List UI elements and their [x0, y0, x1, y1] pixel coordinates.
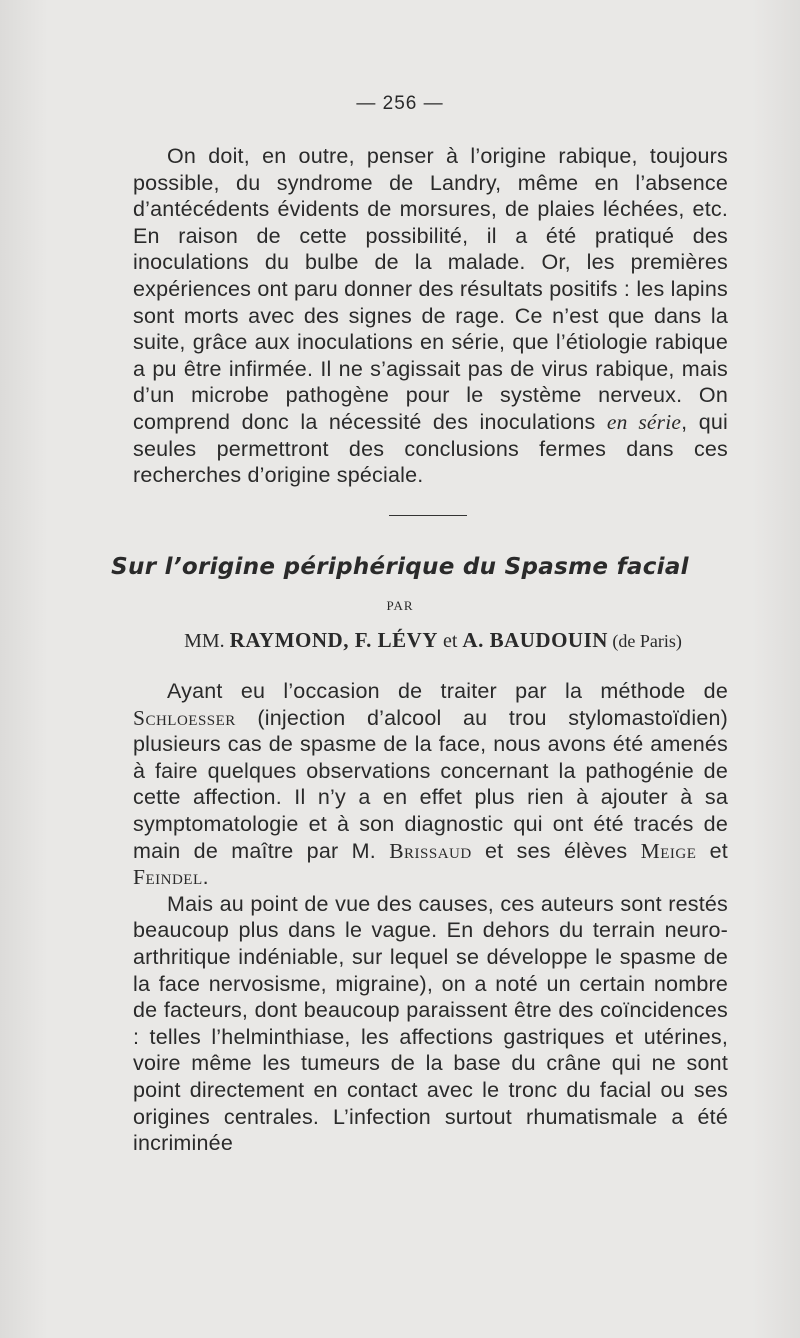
- author-name: Schloesser: [133, 705, 236, 730]
- text-run: .: [202, 865, 209, 890]
- text-run: , qui seules permettront des conclusions fermes dans ces recherches d’origine spéciale.: [133, 409, 728, 488]
- text-run: et ses élèves: [471, 838, 641, 863]
- article-title: Sur l’origine périphérique du Spasme facial: [111, 554, 689, 580]
- text-run: et: [696, 838, 728, 863]
- authors-prefix: MM.: [184, 630, 230, 652]
- text-run: (injection d’alcool au trou stylomastoïdien) plusieurs cas de spasme de la face, nous avons été amenés à faire quelques observations concernant la pathogénie de cette affection. Il n’y a en effet plus rien à ajouter à sa symptomatologie et à son diagnostic qui ont été tracés de main de maître par M.: [133, 705, 728, 863]
- authors-names: RAYMOND, F. LÉVY: [229, 628, 438, 652]
- authors-line: [133, 628, 733, 653]
- section-divider: [389, 515, 467, 516]
- article-body: [133, 678, 728, 1157]
- author-last: A. BAUDOUIN: [462, 628, 608, 652]
- author-name: Brissaud: [389, 838, 472, 863]
- author-name: Meige: [640, 838, 697, 863]
- italic-text: en série: [606, 409, 682, 434]
- authors-location: (de Paris): [607, 631, 682, 651]
- text-run: Mais au point de vue des causes, ces auteurs sont restés beaucoup plus dans le vague. En dehors du terrain neuro-arthritique indéniable, sur lequel se développe le spasme de la face nervosisme, migraine), on a noté un certain nombre de facteurs, dont beaucoup paraissent être des coïncidences : telles l’helminthiase, les affections gastriques et utérines, voire même les tumeurs de la base du crâne qui ne sont point directement en contact avec le tronc du facial ou ses origines centrales. L’infection surtout rhumatismale a été incriminée: [133, 891, 728, 1156]
- body-paragraph: [133, 891, 728, 1157]
- text-run: On doit, en outre, penser à l’origine rabique, toujours possible, du syndrome de Landry, même en l’absence d’antécédents évidents de morsures, de plaies léchées, etc. En raison de cette possibilité, il a été pratiqué des inoculations du bulbe de la malade. Or, les premières expériences ont paru donner des résultats positifs : les lapins sont morts avec des signes de rage. Ce n’est que dans la suite, grâce aux inoculations en série, que l’étiologie rabique a pu être infirmée. Il ne s’agissait pas de virus rabique, mais d’un microbe pathogène pour le système nerveux. On comprend donc la nécessité des inoculations: [133, 144, 728, 434]
- text-run: Ayant eu l’occasion de traiter par la méthode de: [167, 679, 728, 703]
- byline-par: PAR: [386, 598, 414, 613]
- body-paragraph: [133, 678, 728, 891]
- intro-paragraph: [133, 143, 728, 489]
- author-name: Feindel: [133, 865, 203, 890]
- page-number: — 256 —: [356, 93, 444, 114]
- intro-paragraph-text: [133, 143, 728, 489]
- authors-and: et: [437, 630, 463, 652]
